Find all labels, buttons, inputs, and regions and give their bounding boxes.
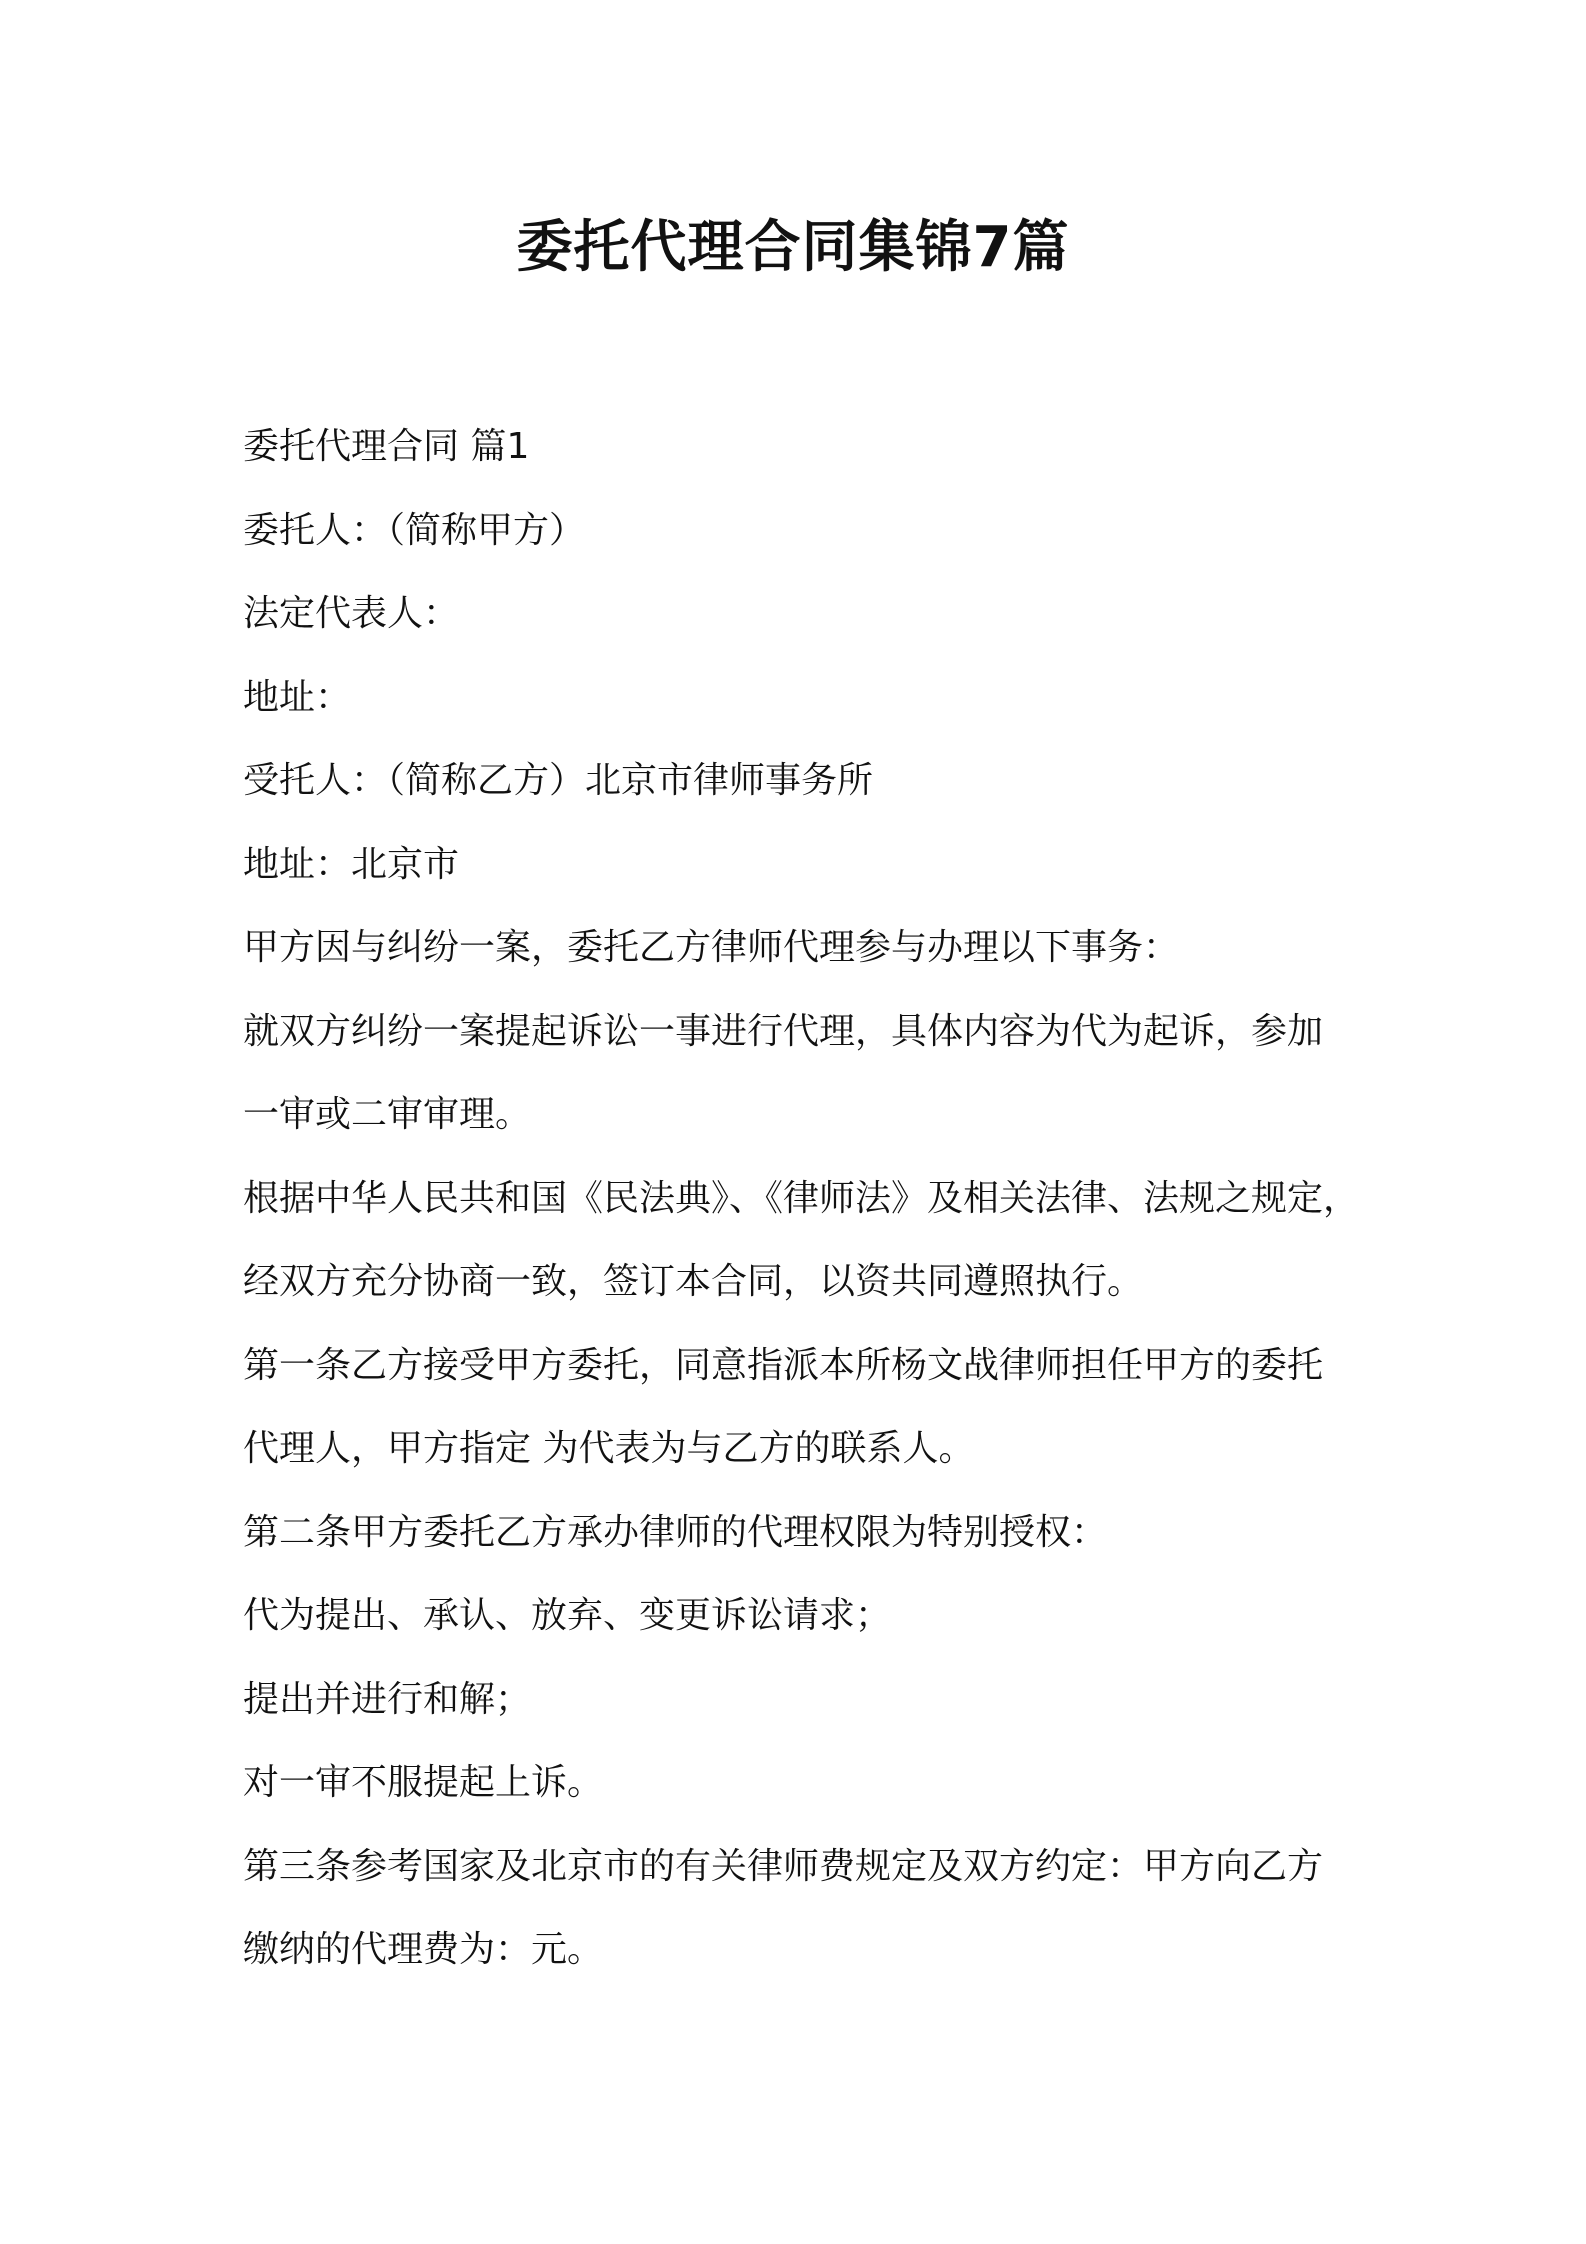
article-one-line: 第一条乙方接受甲方委托，同意指派本所杨文战律师担任甲方的委托 [243, 1344, 1324, 1386]
paragraph-line: 经双方充分协商一致，签订本合同，以资共同遵照执行。 [243, 1261, 1144, 1302]
document-title: 委托代理合同集锦7篇 [516, 215, 1070, 280]
paragraph-line: 甲方因与纠纷一案，委托乙方律师代理参与办理以下事务： [243, 927, 1180, 968]
authority-item: 提出并进行和解； [243, 1678, 532, 1720]
principal-line: 委托人：（简称甲方） [243, 509, 586, 551]
authority-item: 对一审不服提起上诉。 [243, 1762, 604, 1803]
section-heading: 委托代理合同 篇1 [243, 426, 530, 467]
article-one-line: 代理人，甲方指定 为代表为与乙方的联系人。 [243, 1428, 975, 1469]
agent-address-line: 地址：北京市 [243, 843, 460, 885]
article-three-line: 缴纳的代理费为：元。 [243, 1929, 604, 1970]
article-two-line: 第二条甲方委托乙方承办律师的代理权限为特别授权： [243, 1511, 1108, 1553]
paragraph-line: 一审或二审审理。 [243, 1094, 532, 1135]
authority-item: 代为提出、承认、放弃、变更诉讼请求； [243, 1595, 892, 1636]
principal-address-line: 地址： [243, 676, 352, 718]
agent-line: 受托人：（简称乙方）北京市律师事务所 [243, 760, 874, 801]
paragraph-line: 根据中华人民共和国《民法典》、《律师法》及相关法律、法规之规定， [243, 1177, 1360, 1219]
legal-representative-line: 法定代表人： [243, 593, 460, 634]
paragraph-line: 就双方纠纷一案提起诉讼一事进行代理，具体内容为代为起诉，参加 [243, 1010, 1324, 1052]
document-body [243, 405, 1373, 1992]
article-three-line: 第三条参考国家及北京市的有关律师费规定及双方约定：甲方向乙方 [243, 1845, 1324, 1887]
